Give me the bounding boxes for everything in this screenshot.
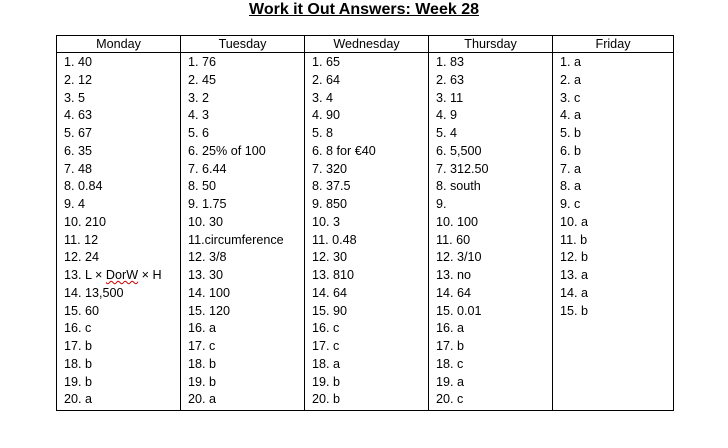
answer-item: 2. 45 — [188, 72, 217, 87]
answers-table — [56, 35, 674, 411]
answer-item: 15. 120 — [188, 303, 231, 318]
answer-item: 2. 64 — [312, 72, 341, 87]
answer-item: 17. b — [64, 339, 93, 353]
answer-item: 14. 13,500 — [64, 285, 124, 300]
answer-item: 9. 4 — [64, 197, 86, 211]
answer-item: 5. 4 — [436, 126, 458, 140]
wednesday-column — [305, 53, 429, 411]
answer-item: 19. a — [436, 374, 465, 389]
answer-item: 2. a — [560, 72, 582, 87]
answer-item: 5. b — [560, 126, 582, 140]
answer-item: 4. 63 — [64, 108, 93, 123]
answer-item: 4. 3 — [188, 108, 210, 123]
answer-item: 9. — [436, 197, 447, 211]
answer-item: 13. a — [560, 268, 589, 282]
answer-item: 11. 60 — [436, 232, 471, 247]
answer-item: 12. 3/10 — [436, 250, 482, 265]
answer-item: 1. 65 — [312, 55, 341, 69]
answer-item: 12. 30 — [312, 250, 348, 265]
answer-item: 16. a — [436, 321, 465, 336]
answer-item: 17. c — [312, 339, 340, 353]
answer-item: 2. 63 — [436, 72, 465, 87]
answer-item: 3. 2 — [188, 90, 210, 105]
answer-item: 18. a — [312, 356, 341, 371]
friday-column — [553, 53, 674, 411]
answer-item: 5. 8 — [312, 126, 334, 140]
day-header-monday: Monday — [57, 36, 181, 53]
answer-item: 14. a — [560, 285, 589, 300]
answer-item: 19. b — [312, 374, 341, 389]
answer-item: 9. c — [560, 197, 581, 211]
answer-item: 20. a — [188, 392, 217, 407]
answer-item: 8. south — [436, 179, 481, 194]
answer-item: 3. c — [560, 90, 581, 105]
answer-item: 14. 100 — [188, 285, 231, 300]
thursday-column — [429, 53, 553, 411]
answer-item: 15. 60 — [64, 303, 100, 318]
day-header-thursday: Thursday — [429, 36, 553, 53]
answer-item: 14. 64 — [312, 285, 348, 300]
tuesday-column — [181, 53, 305, 411]
day-header-wednesday: Wednesday — [305, 36, 429, 53]
answer-item: 3. 4 — [312, 90, 334, 105]
answer-item: 19. b — [188, 374, 217, 389]
answer-item: 2. 12 — [64, 72, 93, 87]
page-title: Work it Out Answers: Week 28 — [249, 1, 479, 18]
answer-item: 1. 76 — [188, 55, 217, 69]
answer-item: 13. 30 — [188, 268, 224, 282]
answer-item: 9. 850 — [312, 197, 348, 211]
answer-item: 8. 50 — [188, 179, 217, 194]
answer-item: 7. a — [560, 161, 582, 176]
answer-item: 11. b — [560, 232, 588, 247]
answers-row — [57, 53, 674, 411]
answer-item: 20. b — [312, 392, 341, 407]
answer-item: 8. 0.84 — [64, 179, 103, 194]
answer-item: 18. b — [188, 356, 217, 371]
answer-item: 15. 90 — [312, 303, 348, 318]
answer-item: 8. a — [560, 179, 582, 194]
answer-item: 13. L × DorW × H — [64, 268, 162, 282]
answer-item: 1. 83 — [436, 55, 465, 69]
answer-item: 3. 5 — [64, 90, 86, 105]
answer-item: 4. a — [560, 108, 582, 123]
answer-item: 7. 320 — [312, 161, 348, 176]
answer-item: 7. 48 — [64, 161, 93, 176]
answer-item: 18. c — [436, 356, 464, 371]
day-header-tuesday: Tuesday — [181, 36, 305, 53]
monday-column — [57, 53, 181, 411]
answer-item: 15. 0.01 — [436, 303, 482, 318]
answer-item: 10. 30 — [188, 214, 224, 229]
spellcheck-underline: DorW — [105, 268, 139, 282]
answer-item: 20. a — [64, 392, 93, 407]
answer-item: 13. no — [436, 268, 472, 282]
answer-item: 6. b — [560, 143, 582, 158]
answer-item: 12. 3/8 — [188, 250, 227, 265]
answer-item: 6. 8 for €40 — [312, 143, 376, 158]
answer-item: 3. 11 — [436, 90, 464, 105]
answer-item: 16. c — [312, 321, 340, 336]
answer-item: 8. 37.5 — [312, 179, 351, 194]
answer-item: 10. 3 — [312, 214, 341, 229]
answer-item: 5. 6 — [188, 126, 210, 140]
answer-item: 11.circumference — [188, 232, 284, 247]
answer-item: 20. c — [436, 392, 464, 407]
answer-item: 14. 64 — [436, 285, 472, 300]
answer-item: 17. b — [436, 339, 465, 353]
answer-item: 15. b — [560, 303, 589, 318]
answer-item: 4. 90 — [312, 108, 341, 123]
day-header-friday: Friday — [553, 36, 674, 53]
answer-item: 16. c — [64, 321, 92, 336]
answer-item: 6. 5,500 — [436, 143, 482, 158]
answer-item: 1. 40 — [64, 55, 93, 69]
answer-item: 17. c — [188, 339, 216, 353]
answer-item: 4. 9 — [436, 108, 458, 123]
answer-item: 9. 1.75 — [188, 197, 227, 211]
answer-item: 13. 810 — [312, 268, 355, 282]
answer-item: 19. b — [64, 374, 93, 389]
answer-item: 11. 12 — [64, 232, 99, 247]
answer-item: 10. a — [560, 214, 589, 229]
answer-item: 12. b — [560, 250, 589, 265]
answer-item: 16. a — [188, 321, 217, 336]
answer-item: 5. 67 — [64, 126, 93, 140]
answer-item: 1. a — [560, 55, 582, 69]
answer-item: 11. 0.48 — [312, 232, 357, 247]
answer-item: 7. 312.50 — [436, 161, 489, 176]
answer-item: 6. 25% of 100 — [188, 143, 266, 158]
answer-item: 12. 24 — [64, 250, 100, 265]
answer-item: 18. b — [64, 356, 93, 371]
answer-item: 10. 100 — [436, 214, 479, 229]
answer-item: 6. 35 — [64, 143, 93, 158]
header-row — [57, 36, 674, 53]
answer-item: 10. 210 — [64, 214, 107, 229]
answer-item: 7. 6.44 — [188, 161, 227, 176]
